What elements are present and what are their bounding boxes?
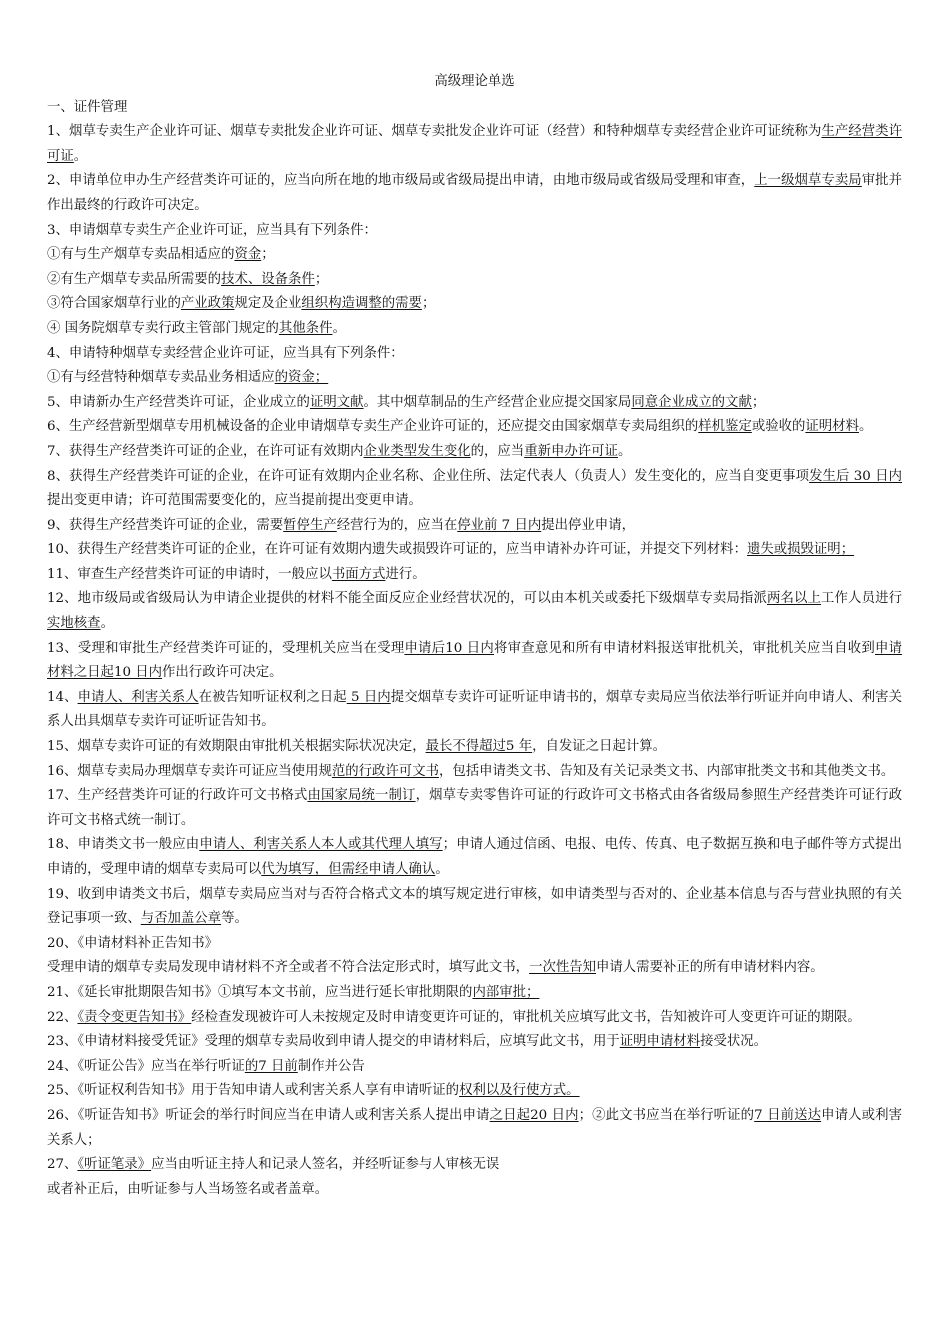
paragraph [47, 686, 902, 735]
text-segment: 22、 [47, 1009, 78, 1025]
text-segment: 。 [100, 616, 114, 632]
text-segment: ；②此文书应当在举行听证的 [578, 1107, 755, 1123]
text-segment: 申请人或利害关系人； [47, 1107, 903, 1148]
underlined-answer: 生产经营类许可证 [47, 124, 903, 164]
text-segment: 或者补正后，由听证参与人当场签名或者盖章。 [47, 1181, 329, 1197]
text-segment: 在被告知听证权利之日起 [198, 689, 347, 705]
paragraph [47, 932, 902, 957]
paragraph [47, 292, 902, 317]
text-segment: 。 [332, 320, 346, 336]
text-segment: ，包括申请类文书、告知及有关记录类文书、内部审批类文书和其他类文书。 [438, 763, 895, 779]
text-segment: 将审查意见和所有申请材料报送审批机关，审批机关应当自收到 [494, 640, 876, 656]
text-segment: 。 [858, 419, 873, 435]
text-segment: 进行。 [385, 566, 426, 582]
paragraph [47, 587, 902, 636]
paragraph [47, 169, 902, 218]
underlined-answer: 企业类型发生变化 [363, 443, 471, 459]
underlined-answer: 暂停生产 [283, 517, 337, 533]
text-segment: ①有与经营特种烟草专卖品业务相适应 [47, 370, 275, 386]
text-segment: 26、《听证告知书》听证会的举行时间应当在申请人或利害关系人提出申请 [47, 1107, 490, 1123]
underlined-answer: 两名以上 [766, 591, 822, 607]
text-segment: 1、烟草专卖生产企业许可证、烟草专卖批发企业许可证、烟草专卖批发企业许可证（经营）和特种烟草专卖经营企业许可证统称为 [47, 124, 822, 140]
text-segment: 4、申请特种烟草专卖经营企业许可证，应当具有下列条件： [47, 345, 404, 361]
text-segment: 8、获得生产经营类许可证的企业，在许可证有效期内企业名称、企业住所、法定代表人（负责人）发生变化的，应当自变更事项 [47, 468, 810, 484]
underlined-answer: 内部审批； [472, 984, 540, 1000]
paragraph [47, 268, 902, 293]
text-segment: ； [261, 247, 275, 263]
underlined-answer: 证明申请材料 [619, 1034, 701, 1050]
paragraph [47, 981, 902, 1006]
paragraph [47, 415, 902, 440]
underlined-answer: 资金 [234, 247, 262, 263]
text-segment: ④ 国务院烟草专卖行政主管部门规定的 [47, 320, 279, 336]
document-title: 高级理论单选 [434, 74, 515, 89]
paragraph [47, 833, 902, 882]
underlined-answer: 证明文献 [309, 394, 364, 410]
underlined-answer: 申请材料之日起10 日内 [47, 640, 903, 681]
text-segment: 10、获得生产经营类许可证的企业，在许可证有效期内遗失或损毁许可证的，应当申请补办许可证，并提交下列材料： [47, 542, 747, 558]
text-segment: ①有与生产烟草专卖品相适应的 [47, 247, 235, 263]
text-segment: 。 [73, 148, 88, 164]
paragraph [47, 120, 902, 169]
text-segment: ，烟草专卖零售许可证的行政许可文书格式由各省级局参照生产经营类许可证行政许可文书格式统一制订。 [47, 788, 903, 828]
paragraph [47, 735, 902, 760]
text-segment: 经检查发现被许可人未按规定及时申请变更许可证的，审批机关应填写此文书，告知被许可人变更许可证的期限。 [191, 1009, 861, 1025]
paragraph [47, 538, 902, 563]
paragraph [47, 1153, 902, 1178]
text-segment: 一、证件管理 [47, 99, 128, 115]
text-segment: 提出变更申请；许可范围需要变化的，应当提前提出变更申请。 [47, 493, 422, 509]
underlined-answer: 最长不得超过5 年 [425, 739, 533, 755]
underlined-answer: 权利以及行使方式。 [459, 1083, 580, 1099]
text-segment: ；申请人通过信函、电报、电传、传真、电子数据互换和电子邮件等方式提出申请的，受理申请的烟草专卖局可以 [47, 837, 903, 877]
paragraph [47, 465, 902, 514]
underlined-answer: 7 日前送达 [754, 1107, 822, 1123]
underlined-answer: 的资金； [274, 370, 329, 386]
underlined-answer: 《听证笔录》 [77, 1157, 152, 1173]
text-segment: 5、申请新办生产经营类许可证，企业成立的 [47, 394, 310, 410]
underlined-answer: 遗失或损毁证明； [746, 542, 855, 558]
underlined-answer: 产业政策 [180, 296, 235, 312]
text-segment: 11、审查生产经营类许可证的申请时，一般应以 [47, 566, 332, 582]
paragraph [47, 317, 902, 342]
text-segment: 19、收到申请类文书后，烟草专卖局应当对与否符合格式文本的填写规定进行审核，如申请类型与否对的、企业基本信息与否与营业执照的有关登记事项一致、 [47, 886, 902, 927]
underlined-answer: 的7 日前 [244, 1058, 298, 1074]
paragraph [47, 440, 902, 465]
underlined-answer: 重新申办许可证 [524, 443, 618, 459]
text-segment: 20、《申请材料补正告知书》 [47, 935, 219, 951]
text-segment: 规定及企业 [234, 296, 302, 312]
document-body [47, 96, 902, 1203]
underlined-answer: 申请人、利害关系人 [77, 689, 199, 705]
text-segment: ②有生产烟草专卖品所需要的 [47, 271, 222, 287]
text-segment: 12、地市级局或省级局认为申请企业提供的材料不能全面反应企业经营状况的，可以由本机关或委托下级烟草专卖局指派 [47, 591, 767, 607]
underlined-answer: 之日起20 日内 [489, 1107, 579, 1123]
text-segment: 制作并公告 [297, 1058, 365, 1074]
text-segment: 经营行为的，应当在 [336, 517, 458, 533]
paragraph [47, 760, 902, 785]
underlined-answer: 一次性告知 [529, 960, 597, 976]
paragraph [47, 1104, 902, 1153]
text-segment: 。 [617, 443, 632, 459]
text-segment: ； [751, 394, 766, 410]
text-segment: 16、烟草专卖局办理烟草专卖许可证应当使用规 [47, 763, 332, 779]
text-segment: 工作人员进行 [821, 591, 902, 607]
underlined-answer: 范的行政许可文书 [331, 763, 439, 779]
paragraph [47, 1006, 902, 1031]
text-segment: 25、《听证权利告知书》用于告知申请人或利害关系人享有申请听证的 [47, 1083, 460, 1099]
underlined-answer: 代为填写，但需经申请人确认 [261, 862, 436, 877]
text-segment: ； [314, 271, 329, 287]
text-segment: 等。 [221, 911, 248, 927]
paragraph [47, 883, 902, 932]
text-segment: ； [421, 296, 436, 312]
underlined-answer: 与否加盖公章 [140, 911, 222, 927]
paragraph [47, 1178, 902, 1203]
underlined-answer: 停业前 7 日内 [457, 517, 542, 533]
paragraph [47, 1079, 902, 1104]
text-segment: 3、申请烟草专卖生产企业许可证，应当具有下列条件： [47, 222, 377, 238]
underlined-answer: 证明材料 [805, 419, 859, 435]
paragraph [47, 956, 902, 981]
text-segment: 18、申请类文书一般应由 [47, 837, 200, 853]
text-segment: 6、生产经营新型烟草专用机械设备的企业申请烟草专卖生产企业许可证的，还应提交由国家烟草专卖局组织的 [47, 419, 699, 435]
text-segment: 提出停业申请， [541, 517, 635, 533]
text-segment: 17、生产经营类许可证的行政许可文书格式 [47, 788, 308, 804]
text-segment: 9、获得生产经营类许可证的企业，需要 [47, 517, 284, 533]
text-segment: 27、 [47, 1157, 78, 1173]
text-segment: 受理申请的烟草专卖局发现申请材料不齐全或者不符合法定形式时，填写此文书， [47, 960, 530, 976]
paragraph [47, 637, 902, 686]
underlined-answer: 其他条件 [278, 320, 333, 336]
underlined-answer: 5 日内 [346, 689, 391, 705]
text-segment: 23、《申请材料接受凭证》受理的烟草专卖局收到申请人提交的申请材料后，应填写此文书，用于 [47, 1034, 620, 1050]
underlined-answer: 实地核查 [47, 616, 101, 632]
text-segment: 提交烟草专卖许可证听证申请书的，烟草专卖局应当依法举行听证并向申请人、利害关系人出具烟草专卖许可证听证告知书。 [47, 689, 903, 730]
underlined-answer: 申请后10 日内 [404, 640, 494, 656]
text-segment: 7、获得生产经营类许可证的企业，在许可证有效期内 [47, 443, 364, 459]
paragraph [47, 366, 902, 391]
text-segment: 14、 [47, 689, 78, 705]
underlined-answer: 由国家局统一制订 [307, 788, 416, 804]
text-segment: ③符合国家烟草行业的 [47, 296, 181, 312]
paragraph [47, 1030, 902, 1055]
text-segment: 的，应当 [470, 443, 525, 459]
text-segment: 。 [435, 862, 449, 877]
underlined-answer: 技术、设备条件 [221, 271, 315, 287]
text-segment: 作出行政许可决定。 [162, 665, 283, 681]
underlined-answer: 同意企业成立的文献 [631, 394, 752, 410]
underlined-answer: 《责令变更告知书》 [77, 1009, 192, 1025]
text-segment: 15、烟草专卖许可证的有效期限由审批机关根据实际状况决定， [47, 739, 426, 755]
text-segment: ，自发证之日起计算。 [532, 739, 667, 755]
paragraph [47, 784, 902, 833]
text-segment: 接受状况。 [700, 1034, 768, 1050]
underlined-answer: 样机鉴定 [698, 419, 752, 435]
paragraph [47, 514, 902, 539]
text-segment: 应当由听证主持人和记录人签名，并经听证参与人审核无误 [151, 1157, 500, 1173]
paragraph [47, 563, 902, 588]
underlined-answer: 组织构造调整的需要 [301, 296, 422, 312]
text-segment: 申请人需要补正的所有申请材料内容。 [596, 960, 824, 976]
paragraph [47, 391, 902, 416]
paragraph [47, 342, 902, 367]
text-segment: 13、受理和审批生产经营类许可证的，受理机关应当在受理 [47, 640, 405, 656]
text-segment: 2、申请单位申办生产经营类许可证的，应当向所在地的地市级局或省级局提出申请，由地市级局或省级局受理和审查， [47, 173, 755, 189]
underlined-answer: 书面方式 [331, 566, 386, 582]
underlined-answer: 上一级烟草专卖局 [754, 173, 862, 189]
underlined-answer: 发生后 30 日内 [809, 468, 902, 484]
text-segment: 。其中烟草制品的生产经营企业应提交国家局 [363, 394, 632, 410]
paragraph [47, 243, 902, 268]
paragraph [47, 96, 902, 121]
paragraph [47, 219, 902, 244]
paragraph [47, 1055, 902, 1080]
text-segment: 24、《听证公告》应当在举行听证 [47, 1058, 245, 1074]
text-segment: 审批并作出最终的行政许可决定。 [47, 173, 903, 213]
text-segment: 21、《延长审批期限告知书》①填写本文书前，应当进行延长审批期限的 [47, 984, 473, 1000]
underlined-answer: 申请人、利害关系人本人或其代理人填写 [199, 837, 443, 853]
text-segment: 或验收的 [751, 419, 806, 435]
